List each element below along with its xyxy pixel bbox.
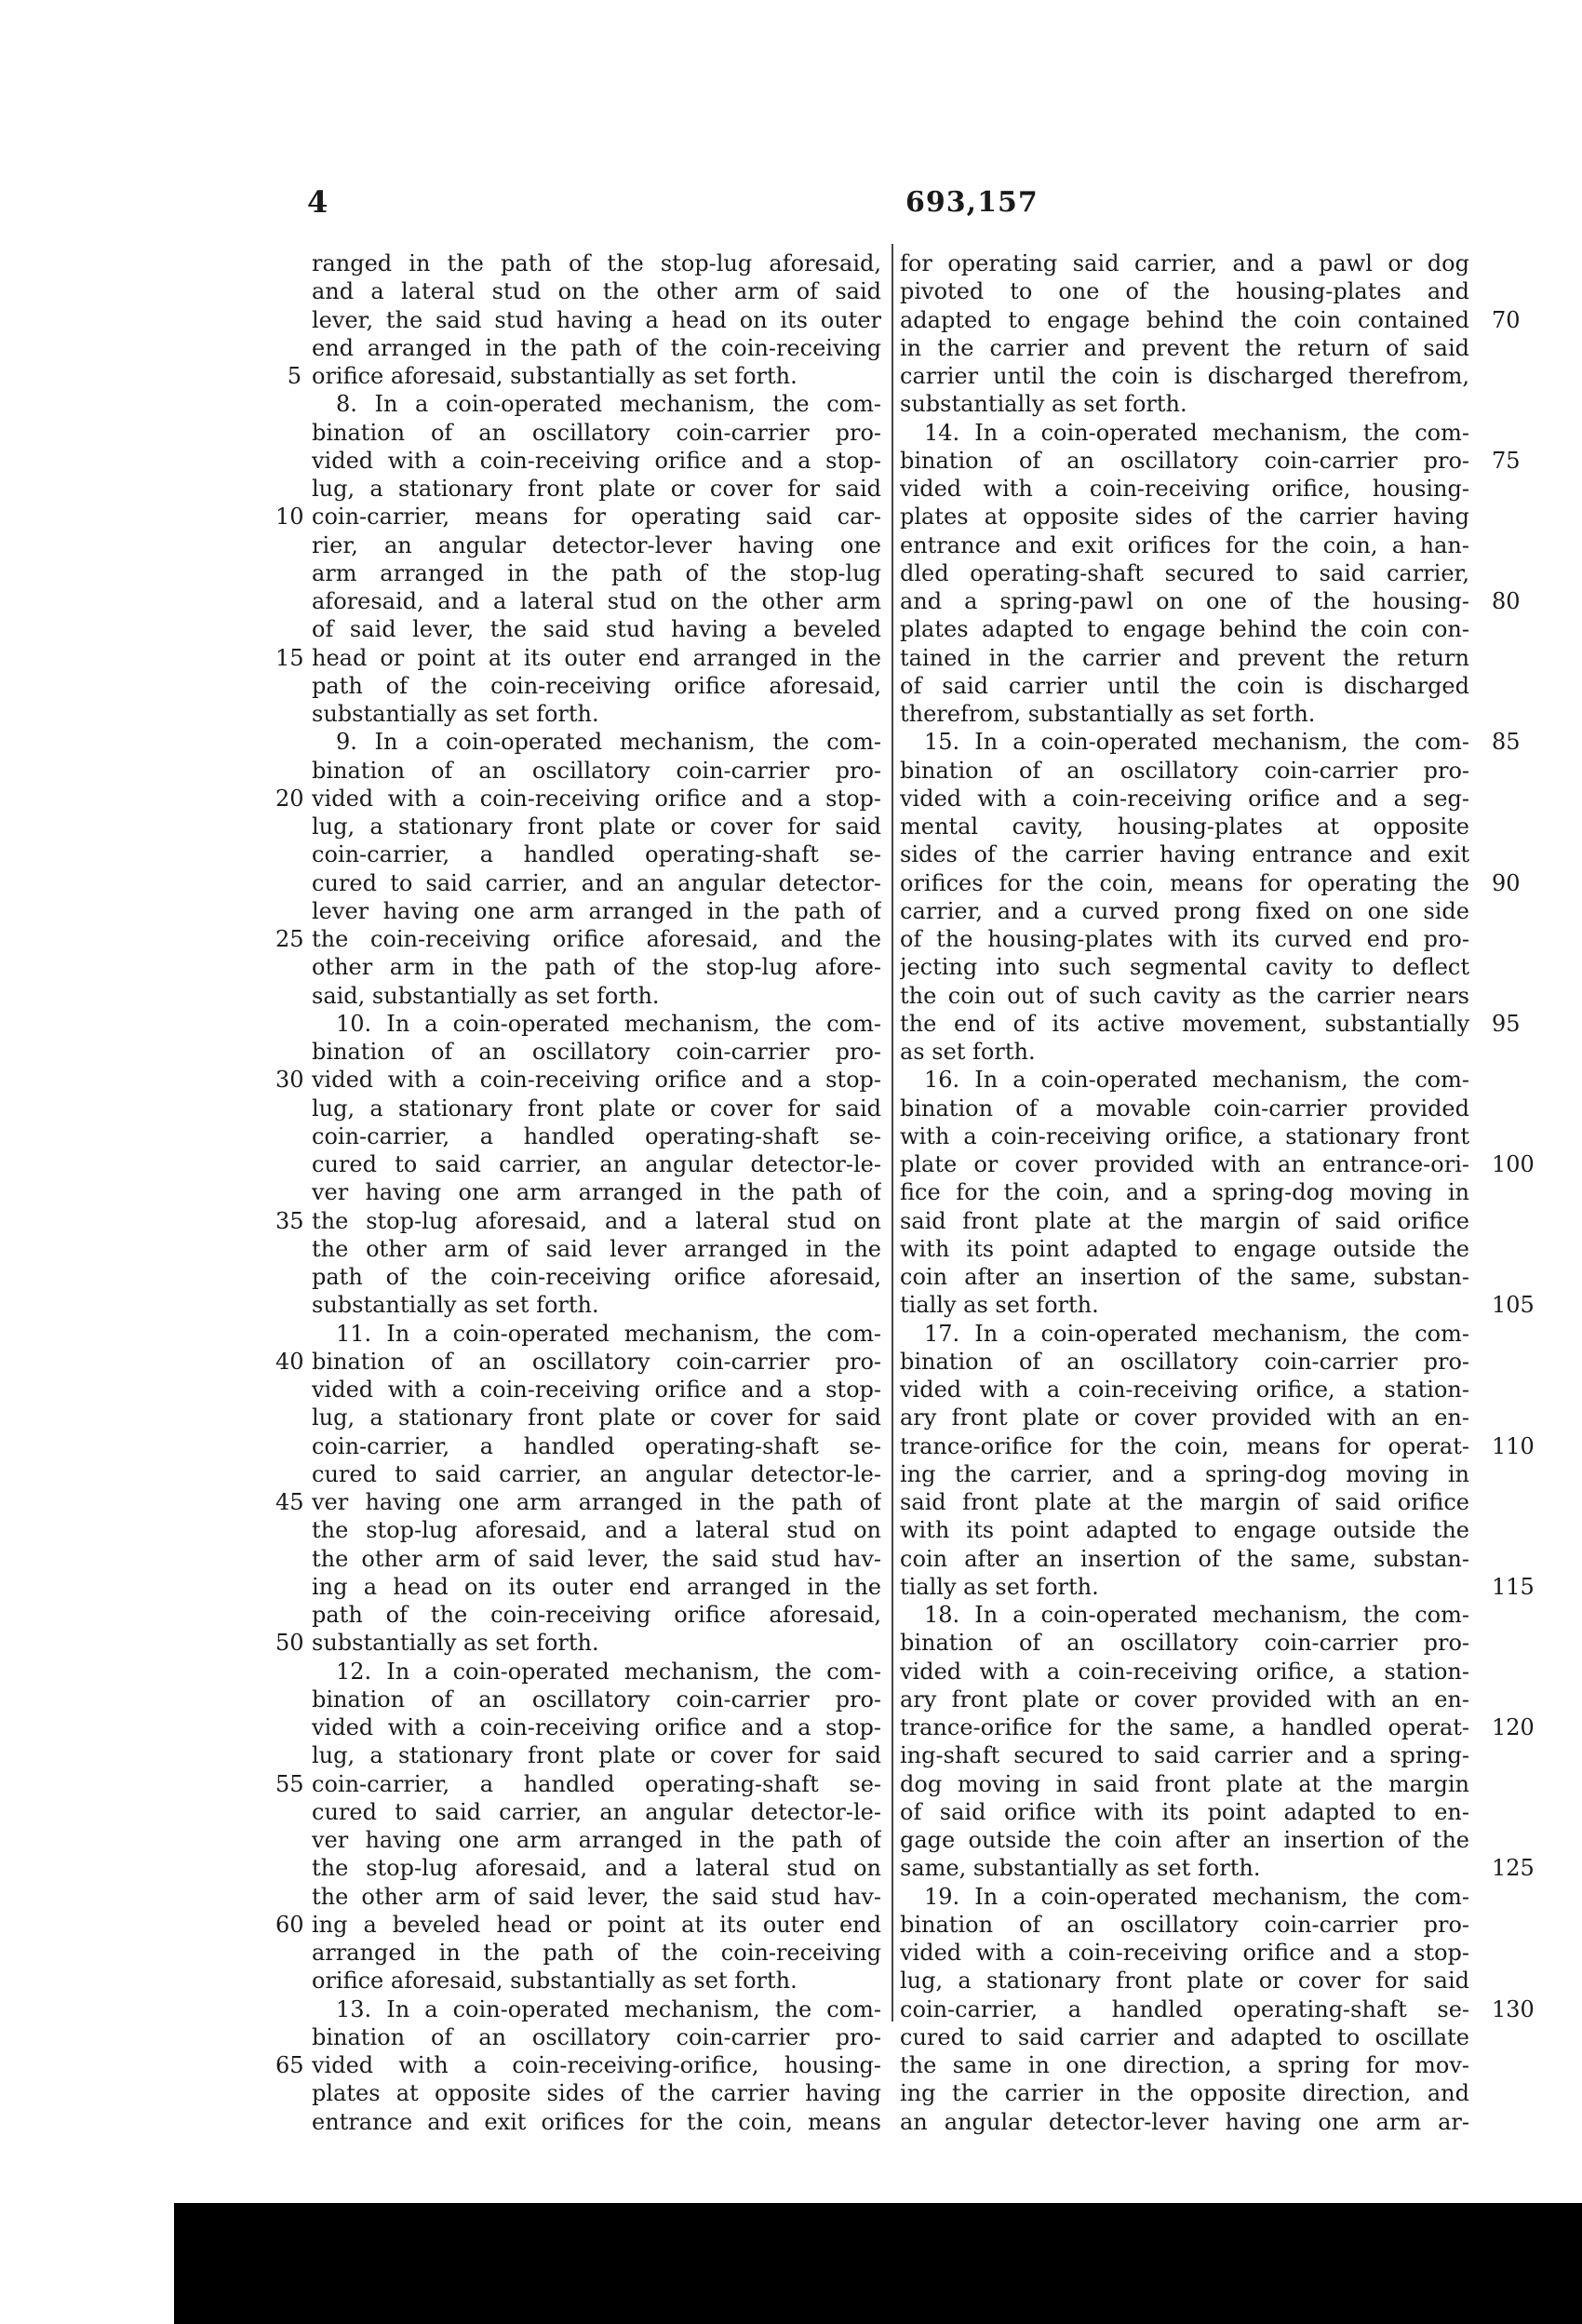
line-number: 100 xyxy=(1492,1151,1535,1177)
text-line: coin after an insertion of the same, substan- xyxy=(900,1545,1469,1572)
text-line: 11. In a coin-operated mechanism, the com- xyxy=(336,1320,881,1347)
text-line: dog moving in said front plate at the margin xyxy=(900,1770,1469,1797)
text-line: bination of an oscillatory coin-carrier pro- xyxy=(900,1348,1469,1375)
line-number: 125 xyxy=(1492,1855,1535,1882)
text-line: head or point at its outer end arranged in the xyxy=(312,644,881,671)
text-line: lug, a stationary front plate or cover for said xyxy=(312,476,881,502)
text-line: the coin out of such cavity as the carrier nears xyxy=(900,982,1469,1009)
text-line: as set forth. xyxy=(900,1039,1036,1065)
text-line: the end of its active movement, substantially xyxy=(900,1010,1469,1037)
line-number: 75 xyxy=(1492,447,1521,474)
line-number: 10 xyxy=(275,504,304,531)
line-number: 120 xyxy=(1492,1714,1535,1740)
text-line: end arranged in the path of the coin-receiving xyxy=(312,334,881,361)
text-line: other arm in the path of the stop-lug afore- xyxy=(312,954,881,981)
text-line: dled operating-shaft secured to said carrier, xyxy=(900,559,1469,586)
line-number: 5 xyxy=(287,363,302,389)
text-line: ing a head on its outer end arranged in the xyxy=(312,1573,881,1600)
text-line: said, substantially as set forth. xyxy=(312,982,660,1009)
text-line: 9. In a coin-operated mechanism, the com- xyxy=(336,729,881,756)
text-line: pivoted to one of the housing-plates and xyxy=(900,278,1469,305)
text-line: entrance and exit orifices for the coin, a han- xyxy=(900,531,1469,558)
text-line: coin-carrier, a handled operating-shaft se- xyxy=(900,1995,1469,2022)
text-line: of said orifice with its point adapted to en- xyxy=(900,1798,1469,1825)
line-number: 105 xyxy=(1492,1292,1535,1319)
text-line: vided with a coin-receiving-orifice, housing- xyxy=(312,2052,881,2078)
line-number: 90 xyxy=(1492,869,1521,896)
text-line: with its point adapted to engage outside the xyxy=(900,1235,1469,1262)
text-line: 13. In a coin-operated mechanism, the com- xyxy=(336,1995,881,2022)
text-line: vided with a coin-receiving orifice, a station- xyxy=(900,1377,1469,1403)
text-line: cured to said carrier, an angular detector-le- xyxy=(312,1798,881,1825)
text-line: lug, a stationary front plate or cover for said xyxy=(900,1968,1469,1995)
text-line: ver having one arm arranged in the path of xyxy=(312,1827,881,1853)
text-line: tially as set forth. xyxy=(900,1573,1099,1600)
text-line: lug, a stationary front plate or cover for said xyxy=(312,1742,881,1769)
text-line: the coin-receiving orifice aforesaid, and the xyxy=(312,926,881,952)
text-line: 15. In a coin-operated mechanism, the com- xyxy=(924,729,1469,756)
text-line: fice for the coin, and a spring-dog moving in xyxy=(900,1179,1469,1206)
line-number: 85 xyxy=(1492,729,1521,756)
text-line: the other arm of said lever, the said stud hav- xyxy=(312,1545,881,1572)
line-number: 110 xyxy=(1492,1432,1535,1459)
text-line: vided with a coin-receiving orifice and a stop- xyxy=(312,1714,881,1740)
text-line: 8. In a coin-operated mechanism, the com- xyxy=(336,391,881,418)
text-line: ranged in the path of the stop-lug aforesaid, xyxy=(312,250,881,276)
line-number: 70 xyxy=(1492,306,1521,333)
text-line: coin-carrier, a handled operating-shaft se- xyxy=(312,1122,881,1149)
text-line: entrance and exit orifices for the coin, means xyxy=(312,2108,881,2135)
text-line: for operating said carrier, and a pawl or dog xyxy=(900,250,1469,276)
text-line: ver having one arm arranged in the path of xyxy=(312,1489,881,1515)
text-line: said front plate at the margin of said orifice xyxy=(900,1207,1469,1234)
line-number: 95 xyxy=(1492,1010,1521,1037)
text-line: substantially as set forth. xyxy=(900,391,1187,418)
text-line: plates adapted to engage behind the coin con- xyxy=(900,616,1469,643)
page-number: 4 xyxy=(307,184,329,220)
text-line: plate or cover provided with an entrance-ori- xyxy=(900,1151,1469,1177)
text-line: the stop-lug aforesaid, and a lateral stud on xyxy=(312,1855,881,1882)
text-line: arm arranged in the path of the stop-lug xyxy=(312,559,881,586)
text-line: tained in the carrier and prevent the return xyxy=(900,644,1469,671)
line-number: 55 xyxy=(275,1770,304,1797)
text-line: the other arm of said lever arranged in the xyxy=(312,1235,881,1262)
line-number: 15 xyxy=(275,644,304,671)
text-line: vided with a coin-receiving orifice, a station- xyxy=(900,1658,1469,1685)
text-line: bination of an oscillatory coin-carrier pro- xyxy=(312,2023,881,2050)
text-line: the same in one direction, a spring for mov- xyxy=(900,2052,1469,2078)
text-line: lever, the said stud having a head on its outer xyxy=(312,306,881,333)
text-line: plates at opposite sides of the carrier having xyxy=(312,2080,881,2107)
text-line: the other arm of said lever, the said stud hav- xyxy=(312,1883,881,1910)
text-line: the stop-lug aforesaid, and a lateral stud on xyxy=(312,1207,881,1234)
line-number: 20 xyxy=(275,785,304,812)
text-line: path of the coin-receiving orifice aforesaid, xyxy=(312,1264,881,1290)
text-line: bination of an oscillatory coin-carrier pro- xyxy=(312,1039,881,1065)
text-line: bination of an oscillatory coin-carrier pro- xyxy=(312,419,881,446)
text-line: and a spring-pawl on one of the housing- xyxy=(900,588,1469,614)
line-number: 45 xyxy=(275,1489,304,1515)
text-line: cured to said carrier, an angular detector-le- xyxy=(312,1460,881,1487)
text-line: bination of an oscillatory coin-carrier pro- xyxy=(900,1911,1469,1938)
text-line: said front plate at the margin of said orifice xyxy=(900,1489,1469,1515)
text-line: rier, an angular detector-lever having one xyxy=(312,531,881,558)
line-number: 115 xyxy=(1492,1573,1535,1600)
column-divider xyxy=(892,244,893,2022)
text-line: coin-carrier, means for operating said car- xyxy=(312,504,881,531)
text-line: arranged in the path of the coin-receiving xyxy=(312,1940,881,1966)
text-line: bination of an oscillatory coin-carrier pro- xyxy=(312,1348,881,1375)
text-line: vided with a coin-receiving orifice and a stop- xyxy=(900,1940,1469,1966)
text-line: 18. In a coin-operated mechanism, the com- xyxy=(924,1602,1469,1628)
text-line: lug, a stationary front plate or cover for said xyxy=(312,1095,881,1122)
text-line: aforesaid, and a lateral stud on the other arm xyxy=(312,588,881,614)
text-line: 14. In a coin-operated mechanism, the com- xyxy=(924,419,1469,446)
text-line: of the housing-plates with its curved end pro- xyxy=(900,926,1469,952)
text-line: bination of an oscillatory coin-carrier pro- xyxy=(900,757,1469,784)
text-line: therefrom, substantially as set forth. xyxy=(900,701,1316,727)
text-line: cured to said carrier, and an angular detector- xyxy=(312,869,881,896)
text-line: lever having one arm arranged in the path of xyxy=(312,897,881,924)
text-line: trance-orifice for the same, a handled operat- xyxy=(900,1714,1469,1740)
text-line: same, substantially as set forth. xyxy=(900,1855,1261,1882)
patent-number: 693,157 xyxy=(905,186,1039,219)
text-line: 10. In a coin-operated mechanism, the com- xyxy=(336,1010,881,1037)
text-line: path of the coin-receiving orifice aforesaid, xyxy=(312,672,881,699)
text-line: bination of an oscillatory coin-carrier pro- xyxy=(312,1686,881,1713)
text-line: ing the carrier, and a spring-dog moving in xyxy=(900,1460,1469,1487)
text-line: adapted to engage behind the coin contained xyxy=(900,306,1469,333)
text-line: vided with a coin-receiving orifice and a stop- xyxy=(312,785,881,812)
text-line: in the carrier and prevent the return of said xyxy=(900,334,1469,361)
text-line: path of the coin-receiving orifice aforesaid, xyxy=(312,1602,881,1628)
line-number: 30 xyxy=(275,1067,304,1094)
text-line: gage outside the coin after an insertion of the xyxy=(900,1827,1469,1853)
text-line: ary front plate or cover provided with an en- xyxy=(900,1686,1469,1713)
text-line: ing a beveled head or point at its outer end xyxy=(312,1911,881,1938)
text-line: bination of an oscillatory coin-carrier pro- xyxy=(900,447,1469,474)
line-number: 130 xyxy=(1492,1995,1535,2022)
text-line: vided with a coin-receiving orifice and a seg- xyxy=(900,785,1469,812)
text-line: ing the carrier in the opposite direction, and xyxy=(900,2080,1469,2107)
text-line: coin-carrier, a handled operating-shaft se- xyxy=(312,1432,881,1459)
text-line: plates at opposite sides of the carrier having xyxy=(900,504,1469,531)
text-line: vided with a coin-receiving orifice and a stop- xyxy=(312,1067,881,1094)
text-line: lug, a stationary front plate or cover for said xyxy=(312,1404,881,1431)
text-line: coin-carrier, a handled operating-shaft se- xyxy=(312,1770,881,1797)
line-number: 65 xyxy=(275,2052,304,2078)
right-text-column xyxy=(900,249,1469,2136)
text-line: of said lever, the said stud having a beveled xyxy=(312,616,881,643)
text-line: bination of an oscillatory coin-carrier pro- xyxy=(900,1630,1469,1657)
text-line: 17. In a coin-operated mechanism, the com- xyxy=(924,1320,1469,1347)
text-line: carrier until the coin is discharged therefrom, xyxy=(900,363,1469,389)
text-line: trance-orifice for the coin, means for operat- xyxy=(900,1432,1469,1459)
text-line: with a coin-receiving orifice, a stationary front xyxy=(900,1122,1469,1149)
text-line: of said carrier until the coin is discharged xyxy=(900,672,1469,699)
text-line: ver having one arm arranged in the path of xyxy=(312,1179,881,1206)
text-line: jecting into such segmental cavity to deflect xyxy=(900,954,1469,981)
text-line: the stop-lug aforesaid, and a lateral stud on xyxy=(312,1517,881,1544)
text-line: bination of a movable coin-carrier provided xyxy=(900,1095,1469,1122)
text-line: bination of an oscillatory coin-carrier pro- xyxy=(312,757,881,784)
text-line: 19. In a coin-operated mechanism, the com- xyxy=(924,1883,1469,1910)
text-line: with its point adapted to engage outside the xyxy=(900,1517,1469,1544)
text-line: substantially as set forth. xyxy=(312,1292,599,1319)
line-number: 25 xyxy=(275,926,304,952)
line-number: 35 xyxy=(275,1207,304,1234)
text-line: sides of the carrier having entrance and exit xyxy=(900,841,1469,868)
text-line: orifice aforesaid, substantially as set forth. xyxy=(312,363,798,389)
text-line: carrier, and a curved prong fixed on one side xyxy=(900,897,1469,924)
text-line: mental cavity, housing-plates at opposite xyxy=(900,813,1469,840)
text-line: substantially as set forth. xyxy=(312,1630,599,1657)
line-number: 60 xyxy=(275,1911,304,1938)
text-line: ing-shaft secured to said carrier and a spring- xyxy=(900,1742,1469,1769)
text-line: cured to said carrier and adapted to oscillate xyxy=(900,2023,1469,2050)
text-line: coin after an insertion of the same, substan- xyxy=(900,1264,1469,1290)
text-line: and a lateral stud on the other arm of said xyxy=(312,278,881,305)
text-line: substantially as set forth. xyxy=(312,701,599,727)
text-line: vided with a coin-receiving orifice, housing- xyxy=(900,476,1469,502)
text-line: 12. In a coin-operated mechanism, the com- xyxy=(336,1658,881,1685)
text-line: ary front plate or cover provided with an en- xyxy=(900,1404,1469,1431)
text-line: orifices for the coin, means for operating the xyxy=(900,869,1469,896)
text-line: tially as set forth. xyxy=(900,1292,1099,1319)
text-line: cured to said carrier, an angular detector-le- xyxy=(312,1151,881,1177)
text-line: lug, a stationary front plate or cover for said xyxy=(312,813,881,840)
text-line: an angular detector-lever having one arm ar- xyxy=(900,2108,1469,2135)
text-line: orifice aforesaid, substantially as set forth. xyxy=(312,1968,798,1995)
line-number: 50 xyxy=(275,1630,304,1657)
text-line: coin-carrier, a handled operating-shaft se- xyxy=(312,841,881,868)
text-line: vided with a coin-receiving orifice and a stop- xyxy=(312,447,881,474)
line-number: 80 xyxy=(1492,588,1521,614)
scan-border-bar xyxy=(174,2203,1582,2324)
line-number: 40 xyxy=(275,1348,304,1375)
text-line: 16. In a coin-operated mechanism, the com- xyxy=(924,1067,1469,1094)
text-line: vided with a coin-receiving orifice and a stop- xyxy=(312,1377,881,1403)
left-text-column xyxy=(312,249,881,2136)
